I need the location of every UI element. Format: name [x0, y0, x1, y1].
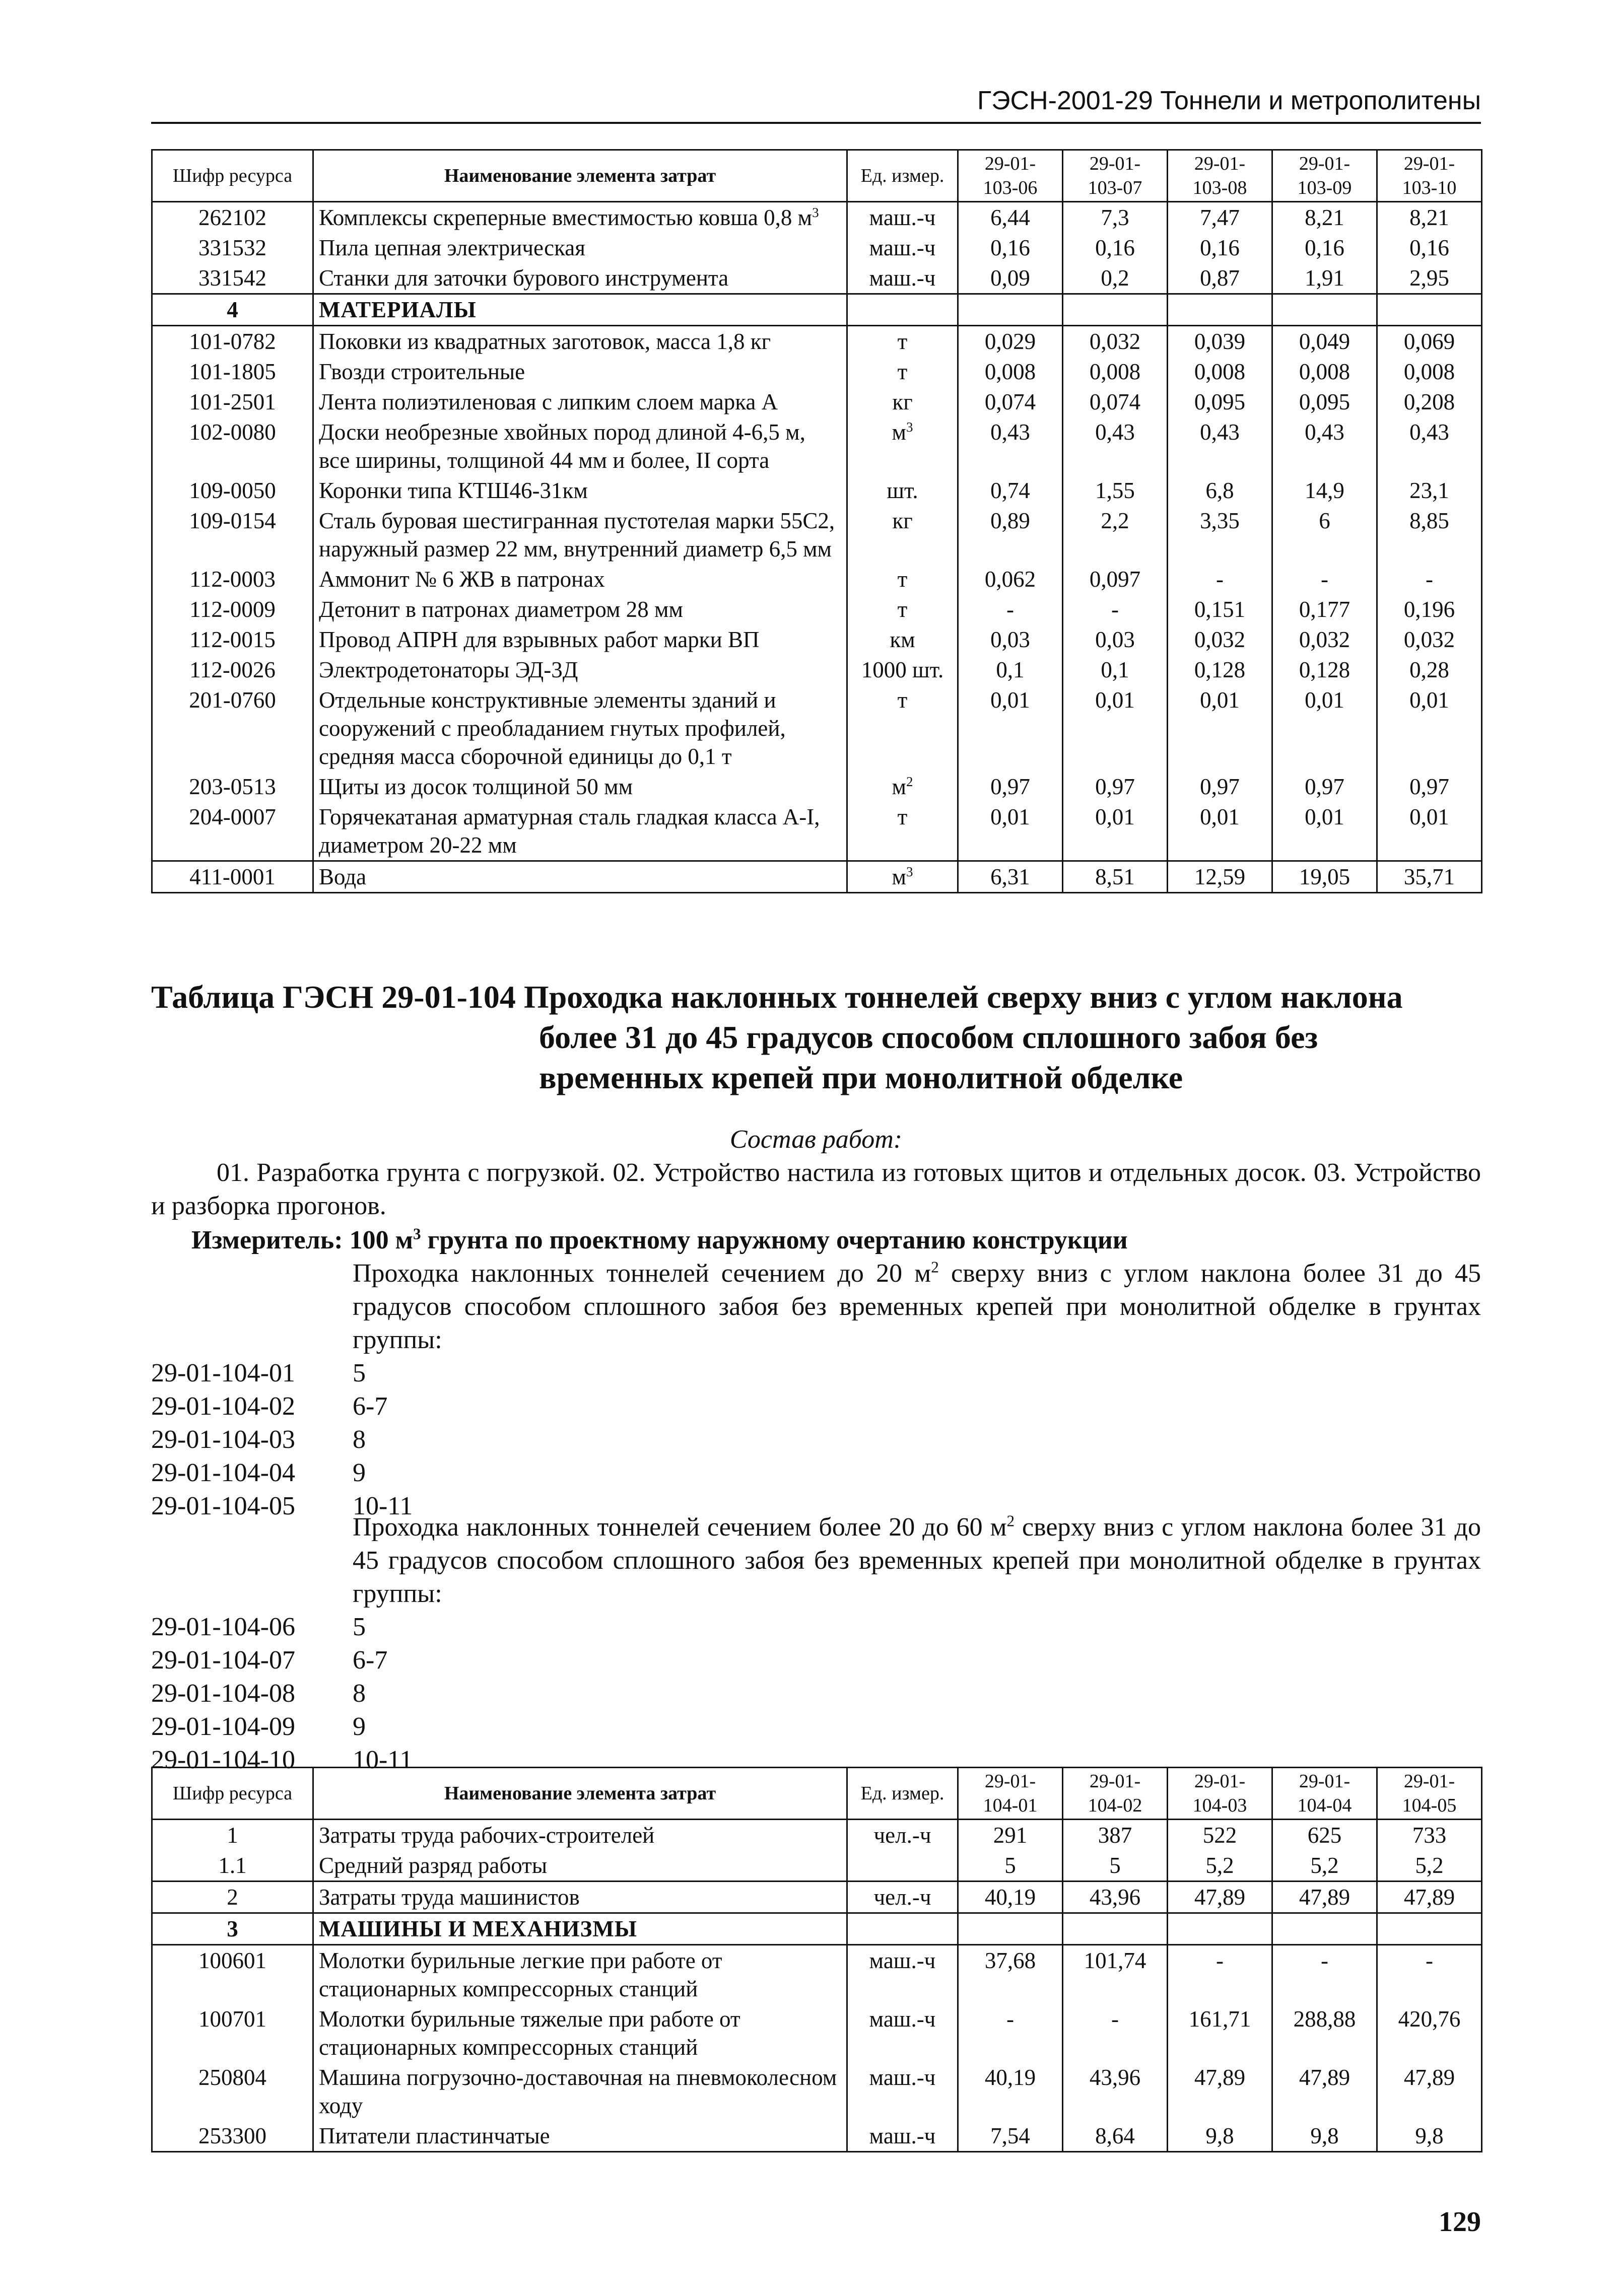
cost-element-name: Средний разряд работы [313, 1850, 847, 1882]
resource-code: 4 [152, 294, 313, 326]
variant-group: 9 [353, 1458, 366, 1487]
column-header: 29-01- 104-04 [1272, 1768, 1377, 1820]
norm-value: 9,8 [1168, 2121, 1272, 2152]
norm-value: 35,71 [1377, 861, 1482, 893]
resource-code: 331542 [152, 263, 313, 294]
table-title [151, 977, 1481, 1098]
norm-value: 6,44 [958, 202, 1063, 233]
norm-value: 0,032 [1168, 624, 1272, 655]
norm-value: 0,97 [1168, 772, 1272, 802]
norm-value: 0,28 [1377, 655, 1482, 685]
running-header: ГЭСН-2001-29 Тоннели и метрополитены [151, 86, 1481, 124]
unit-of-measure: км [847, 624, 958, 655]
norm-value: 0,97 [958, 772, 1063, 802]
table-row [152, 326, 1482, 357]
norm-value: 0,097 [1063, 564, 1168, 594]
column-header: 29-01- 104-02 [1063, 1768, 1168, 1820]
norm-value: 0,03 [1063, 624, 1168, 655]
norm-value: 6 [1272, 506, 1377, 564]
unit-of-measure [847, 1913, 958, 1945]
norm-value: 0,029 [958, 326, 1063, 357]
norm-value: 2,95 [1377, 263, 1482, 294]
norm-value: 7,47 [1168, 202, 1272, 233]
cost-element-name: МАШИНЫ И МЕХАНИЗМЫ [313, 1913, 847, 1945]
unit-of-measure: т [847, 357, 958, 387]
norm-value: - [1272, 564, 1377, 594]
table-row [152, 861, 1482, 893]
unit-of-measure: маш.-ч [847, 202, 958, 233]
norm-value: 9,8 [1377, 2121, 1482, 2152]
norm-value [1168, 1913, 1272, 1945]
table-row [152, 594, 1482, 624]
variants-group-1 [151, 1257, 1481, 1523]
norm-value: 0,87 [1168, 263, 1272, 294]
resource-code: 253300 [152, 2121, 313, 2152]
unit-of-measure: маш.-ч [847, 2004, 958, 2062]
norm-value: 0,032 [1272, 624, 1377, 655]
norm-value: 7,3 [1063, 202, 1168, 233]
norm-value: 9,8 [1272, 2121, 1377, 2152]
column-header: Шифр ресурса [152, 150, 313, 202]
norm-value: 0,049 [1272, 326, 1377, 357]
unit-of-measure: кг [847, 506, 958, 564]
norm-value [1377, 294, 1482, 326]
variant-item [151, 1357, 1481, 1390]
resource-code: 201-0760 [152, 685, 313, 772]
variant-code: 29-01-104-07 [151, 1646, 295, 1675]
cost-element-name: Затраты труда рабочих-строителей [313, 1820, 847, 1851]
resource-code: 102-0080 [152, 417, 313, 475]
table-row [152, 655, 1482, 685]
norm-value: 47,89 [1272, 1882, 1377, 1913]
column-header: 29-01- 104-01 [958, 1768, 1063, 1820]
resource-code: 250804 [152, 2062, 313, 2121]
unit-of-measure: т [847, 685, 958, 772]
variant-code: 29-01-104-05 [151, 1492, 295, 1520]
norm-value: 6,8 [1168, 475, 1272, 506]
variant-item [151, 1611, 1481, 1644]
cost-element-name: Пила цепная электрическая [313, 233, 847, 263]
unit-of-measure: т [847, 564, 958, 594]
table-row [152, 2062, 1482, 2121]
norm-value: 43,96 [1063, 2062, 1168, 2121]
norm-value: - [1063, 594, 1168, 624]
norm-value: 47,89 [1377, 1882, 1482, 1913]
table-row [152, 2004, 1482, 2062]
table-row [152, 1820, 1482, 1851]
norm-value: 2,2 [1063, 506, 1168, 564]
norm-value: 733 [1377, 1820, 1482, 1851]
norm-value: 0,008 [1063, 357, 1168, 387]
table-row [152, 2121, 1482, 2152]
cost-element-name: Станки для заточки бурового инструмента [313, 263, 847, 294]
variant-group: 8 [353, 1679, 366, 1708]
unit-of-measure: маш.-ч [847, 263, 958, 294]
column-header: 29-01- 103-10 [1377, 150, 1482, 202]
norm-value: 0,008 [1377, 357, 1482, 387]
norm-value: 0,16 [1168, 233, 1272, 263]
norm-value: 0,09 [958, 263, 1063, 294]
cost-element-name: Поковки из квадратных заготовок, масса 1,8 кг [313, 326, 847, 357]
variant-code: 29-01-104-08 [151, 1679, 295, 1708]
unit-of-measure: 1000 шт. [847, 655, 958, 685]
norm-value: - [1168, 564, 1272, 594]
cost-element-name: Гвозди строительные [313, 357, 847, 387]
unit-of-measure: т [847, 594, 958, 624]
norm-value [1063, 294, 1168, 326]
variant-code: 29-01-104-02 [151, 1392, 295, 1421]
column-header: Ед. измер. [847, 150, 958, 202]
norm-value: 23,1 [1377, 475, 1482, 506]
norm-value: 0,97 [1377, 772, 1482, 802]
norm-value: 0,008 [1272, 357, 1377, 387]
resource-table-1 [151, 149, 1482, 893]
table-title-rest: более 31 до 45 градусов способом сплошного забоя без временных крепей при монолитной обделке [539, 1019, 1318, 1095]
norm-value: 0,01 [1272, 685, 1377, 772]
norm-value: 0,177 [1272, 594, 1377, 624]
cost-element-name: Затраты труда машинистов [313, 1882, 847, 1913]
column-header: 29-01- 103-09 [1272, 150, 1377, 202]
table-row [152, 475, 1482, 506]
variant-code: 29-01-104-09 [151, 1712, 295, 1741]
norm-value: 522 [1168, 1820, 1272, 1851]
norm-value: 0,89 [958, 506, 1063, 564]
norm-value: 8,51 [1063, 861, 1168, 893]
table-row [152, 417, 1482, 475]
norm-value [1272, 294, 1377, 326]
norm-value: 0,16 [1377, 233, 1482, 263]
norm-value: 12,59 [1168, 861, 1272, 893]
norm-value: 0,095 [1168, 387, 1272, 417]
variant-item [151, 1644, 1481, 1677]
column-header: 29-01- 103-08 [1168, 150, 1272, 202]
norm-value [958, 1913, 1063, 1945]
variant-item [151, 1390, 1481, 1423]
table-row [152, 357, 1482, 387]
norm-value: 47,89 [1168, 2062, 1272, 2121]
cost-element-name: Электродетонаторы ЭД-3Д [313, 655, 847, 685]
norm-value: 161,71 [1168, 2004, 1272, 2062]
table-header-row [152, 1768, 1482, 1820]
unit-of-measure: шт. [847, 475, 958, 506]
norm-value: 6,31 [958, 861, 1063, 893]
cost-element-name: Питатели пластинчатые [313, 2121, 847, 2152]
resource-code: 109-0050 [152, 475, 313, 506]
table-row [152, 202, 1482, 233]
norm-value: 0,032 [1063, 326, 1168, 357]
norm-value: 47,89 [1377, 2062, 1482, 2121]
norm-value: 14,9 [1272, 475, 1377, 506]
norm-value: 101,74 [1063, 1945, 1168, 2004]
norm-value: - [1377, 564, 1482, 594]
norm-value: - [1377, 1945, 1482, 2004]
norm-value: 0,008 [1168, 357, 1272, 387]
norm-value: 1,91 [1272, 263, 1377, 294]
norm-value: 0,2 [1063, 263, 1168, 294]
norm-value: 5,2 [1168, 1850, 1272, 1882]
column-header: Ед. измер. [847, 1768, 958, 1820]
norm-value [1063, 1913, 1168, 1945]
resource-code: 112-0015 [152, 624, 313, 655]
cost-element-name: Доски необрезные хвойных пород длиной 4-6,5 м, все ширины, толщиной 44 мм и более, II сорта [313, 417, 847, 475]
norm-value: 19,05 [1272, 861, 1377, 893]
norm-value: 0,43 [1063, 417, 1168, 475]
table-row [152, 802, 1482, 861]
norm-value: 40,19 [958, 1882, 1063, 1913]
resource-code: 100601 [152, 1945, 313, 2004]
norm-value: 0,151 [1168, 594, 1272, 624]
unit-of-measure [847, 1850, 958, 1882]
norm-value: 8,64 [1063, 2121, 1168, 2152]
variant-item [151, 1710, 1481, 1744]
table-row [152, 263, 1482, 294]
variant-code: 29-01-104-06 [151, 1613, 295, 1641]
norm-value: 0,062 [958, 564, 1063, 594]
column-header: 29-01- 104-03 [1168, 1768, 1272, 1820]
norm-value: 0,01 [958, 685, 1063, 772]
resource-code: 2 [152, 1882, 313, 1913]
norm-value: 47,89 [1272, 2062, 1377, 2121]
table-row [152, 1945, 1482, 2004]
norm-value: 40,19 [958, 2062, 1063, 2121]
norm-value: 0,01 [1377, 685, 1482, 772]
table-header-row [152, 150, 1482, 202]
cost-element-name: Горячекатаная арматурная сталь гладкая класса А-I, диаметром 20-22 мм [313, 802, 847, 861]
norm-value: 0,095 [1272, 387, 1377, 417]
norm-value: 0,43 [1168, 417, 1272, 475]
column-header: Шифр ресурса [152, 1768, 313, 1820]
norm-value [958, 294, 1063, 326]
norm-value: 0,16 [1272, 233, 1377, 263]
cost-element-name: Аммонит № 6 ЖВ в патронах [313, 564, 847, 594]
table-row [152, 1882, 1482, 1913]
norm-value: 3,35 [1168, 506, 1272, 564]
norm-value: 47,89 [1168, 1882, 1272, 1913]
norm-value: 0,008 [958, 357, 1063, 387]
variant-group: 5 [353, 1359, 366, 1387]
norm-value: 0,16 [958, 233, 1063, 263]
norm-value: 0,16 [1063, 233, 1168, 263]
variant-group: 8 [353, 1425, 366, 1454]
variants-group-2 [151, 1511, 1481, 1777]
norm-value: 387 [1063, 1820, 1168, 1851]
norm-value: - [1168, 1945, 1272, 2004]
table-row [152, 506, 1482, 564]
variant-code: 29-01-104-10 [151, 1746, 295, 1774]
variant-group: 6-7 [353, 1646, 388, 1675]
cost-element-name: МАТЕРИАЛЫ [313, 294, 847, 326]
variant-group: 10-11 [353, 1492, 413, 1520]
norm-value: 5 [958, 1850, 1063, 1882]
norm-value: 0,039 [1168, 326, 1272, 357]
norm-value: 0,01 [1377, 802, 1482, 861]
variants-intro: Проходка наклонных тоннелей сечением до 20 $м^2$ сверху вниз с углом наклона более 31 до 45 градусов способом сплошного забоя без временных крепей при монолитной обделке в грунтах группы: [353, 1258, 1481, 1354]
norm-value: 8,21 [1377, 202, 1482, 233]
resource-code: 112-0026 [152, 655, 313, 685]
resource-code: 112-0003 [152, 564, 313, 594]
variant-group: 6-7 [353, 1392, 388, 1421]
unit-of-measure: $м^3$ [847, 861, 958, 893]
unit-of-measure: маш.-ч [847, 2062, 958, 2121]
variant-code: 29-01-104-03 [151, 1425, 295, 1454]
norm-value: 37,68 [958, 1945, 1063, 2004]
norm-value: 0,01 [1168, 802, 1272, 861]
norm-value: 0,196 [1377, 594, 1482, 624]
work-composition [151, 1123, 1481, 1223]
norm-value [1272, 1913, 1377, 1945]
norm-value: 43,96 [1063, 1882, 1168, 1913]
resource-code: 1 [152, 1820, 313, 1851]
norm-value: 0,069 [1377, 326, 1482, 357]
norm-value: 0,43 [1377, 417, 1482, 475]
resource-code: 109-0154 [152, 506, 313, 564]
cost-element-name: Детонит в патронах диаметром 28 мм [313, 594, 847, 624]
measure-unit: Измеритель: 100 $м^3$ грунта по проектному наружному очертанию конструкции [191, 1225, 1128, 1255]
unit-of-measure: чел.-ч [847, 1820, 958, 1851]
norm-value: 0,032 [1377, 624, 1482, 655]
norm-value: 5 [1063, 1850, 1168, 1882]
norm-value: 291 [958, 1820, 1063, 1851]
cost-element-name: Провод АПРН для взрывных работ марки ВП [313, 624, 847, 655]
norm-value: 5,2 [1377, 1850, 1482, 1882]
norm-value: 0,1 [1063, 655, 1168, 685]
unit-of-measure: т [847, 802, 958, 861]
unit-of-measure: маш.-ч [847, 2121, 958, 2152]
table-section-row [152, 294, 1482, 326]
column-header: Наименование элемента затрат [313, 150, 847, 202]
norm-value: 0,01 [1063, 685, 1168, 772]
unit-of-measure: маш.-ч [847, 233, 958, 263]
table-row [152, 233, 1482, 263]
norm-value: 420,76 [1377, 2004, 1482, 2062]
composition-text: 01. Разработка грунта с погрузкой. 02. Устройство настила из готовых щитов и отдельных досок. 03. Устройство и разборка прогонов. [151, 1158, 1481, 1220]
norm-value: 0,43 [958, 417, 1063, 475]
norm-value: 1,55 [1063, 475, 1168, 506]
variant-code: 29-01-104-01 [151, 1359, 295, 1387]
variants-intro: Проходка наклонных тоннелей сечением более 20 до 60 $м^2$ сверху вниз с углом наклона более 31 до 45 градусов способом сплошного забоя без временных крепей при монолитной обделке в грунтах группы: [353, 1512, 1481, 1608]
norm-value: 0,208 [1377, 387, 1482, 417]
table-row [152, 1850, 1482, 1882]
cost-element-name: Молотки бурильные тяжелые при работе от стационарных компрессорных станций [313, 2004, 847, 2062]
column-header: 29-01- 103-07 [1063, 150, 1168, 202]
resource-code: 112-0009 [152, 594, 313, 624]
table-row [152, 685, 1482, 772]
cost-element-name: Вода [313, 861, 847, 893]
variant-group: 10-11 [353, 1746, 413, 1774]
unit-of-measure: т [847, 326, 958, 357]
norm-value: - [958, 594, 1063, 624]
unit-of-measure: маш.-ч [847, 1945, 958, 2004]
resource-code: 331532 [152, 233, 313, 263]
norm-value: 0,97 [1272, 772, 1377, 802]
unit-of-measure: чел.-ч [847, 1882, 958, 1913]
resource-code: 262102 [152, 202, 313, 233]
norm-value: 0,1 [958, 655, 1063, 685]
variant-item [151, 1423, 1481, 1456]
norm-value: 0,03 [958, 624, 1063, 655]
cost-element-name: Машина погрузочно-доставочная на пневмоколесном ходу [313, 2062, 847, 2121]
cost-element-name: Сталь буровая шестигранная пустотелая марки 55С2, наружный размер 22 мм, внутренний диаметр 6,5 мм [313, 506, 847, 564]
composition-title: Состав работ: [729, 1125, 903, 1154]
unit-of-measure: $м^3$ [847, 417, 958, 475]
norm-value: 8,21 [1272, 202, 1377, 233]
norm-value: 0,01 [958, 802, 1063, 861]
variant-code: 29-01-104-04 [151, 1458, 295, 1487]
resource-code: 203-0513 [152, 772, 313, 802]
resource-table-2 [151, 1767, 1482, 2152]
table-row [152, 772, 1482, 802]
variant-group: 5 [353, 1613, 366, 1641]
norm-value: 0,74 [958, 475, 1063, 506]
norm-value: - [958, 2004, 1063, 2062]
table-row [152, 624, 1482, 655]
norm-value [1168, 294, 1272, 326]
unit-of-measure: кг [847, 387, 958, 417]
norm-value: 0,128 [1168, 655, 1272, 685]
table-title-line1: Таблица ГЭСН 29-01-104 Проходка наклонных тоннелей сверху вниз с углом наклона [151, 979, 1403, 1015]
norm-value: 0,128 [1272, 655, 1377, 685]
unit-of-measure: $м^2$ [847, 772, 958, 802]
norm-value: 8,85 [1377, 506, 1482, 564]
column-header: 29-01- 104-05 [1377, 1768, 1482, 1820]
table-row [152, 387, 1482, 417]
norm-value: 7,54 [958, 2121, 1063, 2152]
table-section-row [152, 1913, 1482, 1945]
table-row [152, 564, 1482, 594]
norm-value: 0,01 [1168, 685, 1272, 772]
resource-code: 3 [152, 1913, 313, 1945]
cost-element-name: Комплексы скреперные вместимостью ковша 0,8 $м^3$ [313, 202, 847, 233]
norm-value: 0,074 [958, 387, 1063, 417]
cost-element-name: Коронки типа КТШ46-31км [313, 475, 847, 506]
norm-value: 0,01 [1063, 802, 1168, 861]
page-number: 129 [1439, 2206, 1481, 2238]
norm-value: 5,2 [1272, 1850, 1377, 1882]
column-header: Наименование элемента затрат [313, 1768, 847, 1820]
resource-code: 411-0001 [152, 861, 313, 893]
cost-element-name: Молотки бурильные легкие при работе от стационарных компрессорных станций [313, 1945, 847, 2004]
norm-value: 0,074 [1063, 387, 1168, 417]
resource-code: 204-0007 [152, 802, 313, 861]
resource-code: 101-0782 [152, 326, 313, 357]
cost-element-name: Отдельные конструктивные элементы зданий и сооружений с преобладанием гнутых профилей, средняя масса сборочной единицы до 0,1 т [313, 685, 847, 772]
norm-value: 288,88 [1272, 2004, 1377, 2062]
variant-item [151, 1677, 1481, 1710]
resource-code: 1.1 [152, 1850, 313, 1882]
norm-value: - [1272, 1945, 1377, 2004]
norm-value: 0,43 [1272, 417, 1377, 475]
resource-code: 101-2501 [152, 387, 313, 417]
variant-item [151, 1456, 1481, 1490]
norm-value: 0,01 [1272, 802, 1377, 861]
column-header: 29-01- 103-06 [958, 150, 1063, 202]
unit-of-measure [847, 294, 958, 326]
norm-value: 0,97 [1063, 772, 1168, 802]
resource-code: 101-1805 [152, 357, 313, 387]
norm-value: - [1063, 2004, 1168, 2062]
resource-code: 100701 [152, 2004, 313, 2062]
norm-value [1377, 1913, 1482, 1945]
variant-group: 9 [353, 1712, 366, 1741]
norm-value: 625 [1272, 1820, 1377, 1851]
cost-element-name: Щиты из досок толщиной 50 мм [313, 772, 847, 802]
cost-element-name: Лента полиэтиленовая с липким слоем марка А [313, 387, 847, 417]
